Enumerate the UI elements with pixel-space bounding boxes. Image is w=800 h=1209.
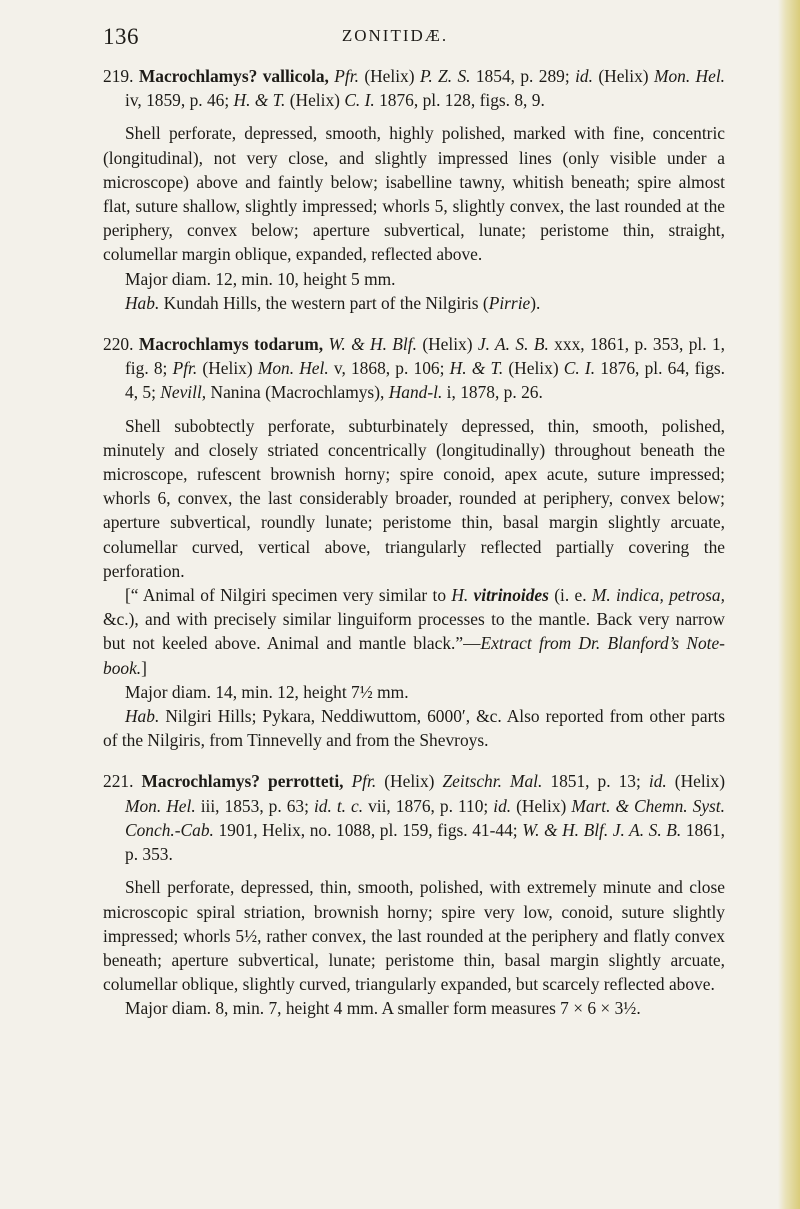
citation-text: &c.), and with precisely similar linguiform processes to the mantle. Back very narrow but not keeled above. Animal and mantle black.”— (103, 609, 725, 654)
citation-text: iii, 1853, p. 63; (195, 795, 314, 816)
citation-text: 1876, pl. 128, figs. 8, 9. (374, 90, 545, 111)
citation-italic: Mart. & Chemn. Syst. Conch.-Cab. (125, 795, 725, 840)
citation-text: (Helix) (285, 90, 345, 111)
citation-italic: J. A. S. B. (477, 334, 549, 355)
entry-220-note (103, 583, 725, 680)
entry-219-habitat (103, 291, 725, 315)
citation-text: (Helix) (511, 795, 572, 816)
citation-italic: P. Z. S. (419, 66, 471, 86)
citation-italic: Zeitschr. Mal. (442, 771, 543, 792)
genus-name: Macrochlamys? (138, 66, 258, 86)
entry-219-heading (103, 64, 725, 112)
citation-italic: C. I. (344, 90, 375, 111)
citation-italic: id. (575, 66, 593, 86)
running-head: ZONITIDÆ. (341, 26, 449, 45)
habitat-close: ). (530, 292, 541, 313)
entry-221-heading (103, 769, 725, 866)
citation-text: 1851, p. 13; (542, 771, 649, 792)
citation-italic: W. & H. Blf. J. A. S. B. (522, 819, 682, 840)
citation-italic: Hand-l. (388, 382, 443, 403)
citation-text: (Helix) (416, 334, 478, 355)
citation-italic: Mon. Hel. (257, 358, 329, 379)
page-content (103, 64, 725, 1021)
genus-name: Macrochlamys (138, 334, 249, 355)
citation-italic: Mon. Hel. (653, 66, 726, 86)
citation-italic: Nevill, (160, 382, 207, 403)
citation-text: v, 1868, p. 106; (328, 358, 450, 379)
entry-219-measurements: Major diam. 12, min. 10, height 5 mm. (125, 268, 396, 289)
citation-text: (i. e. (548, 585, 592, 606)
citation-text: Nanina (Macrochlamys), (206, 382, 389, 403)
citation-text: 1876, pl. 64, figs. 4, 5; (125, 358, 726, 403)
citation-text: 1901, Helix, no. 1088, pl. 159, figs. 41-44; (213, 819, 523, 840)
citation-text: iv, 1859, p. 46; (125, 90, 234, 111)
entry-220-description: Shell subobtectly perforate, subturbinately depressed, thin, smooth, polished, minutely and closely striated concentrically (longitudinally) throughout beneath the microscope, rufescent brownish horny; spire conoid, apex acute, suture impressed; whorls 6, convex, the last considerably broader, rounded at periphery, convex below; aperture subvertical, roundly lunate; peristome thin, basal margin slightly arcuate, columellar curved, vertical above, triangularly reflected partially covering the perforation. (103, 415, 725, 581)
citation-text: (Helix) (592, 66, 654, 86)
habitat-text: Kundah Hills, the western part of the Nilgiris ( (159, 292, 489, 313)
entry-221-measurements: Major diam. 8, min. 7, height 4 mm. A smaller form measures 7 × 6 × 3½. (125, 998, 641, 1019)
citation-text: (Helix) (666, 771, 726, 792)
citation-text: 1854, p. 289; (470, 66, 576, 86)
species-name: perrotteti, (268, 771, 344, 792)
citation-text: vii, 1876, p. 110; (363, 795, 494, 816)
citation-italic: Pfr. (172, 358, 198, 379)
citation-italic: C. I. (563, 358, 596, 379)
citation-italic: W. & H. Blf. (328, 334, 417, 355)
entry-number: 219. (103, 66, 134, 86)
citation-italic: id. (648, 771, 667, 792)
page-header (0, 24, 780, 54)
entry-number: 220. (103, 334, 134, 355)
species-name: vallicola, (262, 66, 329, 86)
citation-text: (Helix) (358, 66, 420, 86)
citation-italic: id. (493, 795, 512, 816)
habitat-label: Hab. (125, 292, 160, 313)
citation-text: (Helix) (503, 358, 564, 379)
species-italic: vitrinoides (473, 585, 549, 606)
habitat-label: Hab. (125, 706, 160, 727)
citation-italic: H. & T. (233, 90, 286, 111)
citation-italic: Pfr. (351, 771, 377, 792)
entry-221-description: Shell perforate, depressed, thin, smooth, polished, with extremely minute and close microscopic spiral striation, brownish horny; spire very low, conoid, suture slightly impressed; whorls 5½, rather convex, the last rounded at the periphery and flatly convex beneath; aperture subvertical, lunate; peristome thin, basal margin slightly arcuate, columellar oblique, slightly curved, triangularly expanded, but scarcely reflected above. (103, 877, 725, 995)
entry-219-description: Shell perforate, depressed, smooth, highly polished, marked with fine, concentric (longitudinal), not very close, and slightly impressed lines (only visible under a microscope) above and faintly below; isabelline tawny, whitish beneath; spire almost flat, suture shallow, slightly impressed; whorls 5, slightly convex, the last rounded at the periphery, convex below; aperture subvertical, lunate; peristome thin, straight, columellar margin oblique, expanded, reflected above. (103, 123, 725, 265)
citation-text: xxx, 1861, p. 353, pl. 1, fig. 8; (125, 334, 726, 379)
entry-220-habitat (103, 704, 725, 752)
page-edge (778, 0, 800, 1209)
citation-italic: Pfr. (334, 66, 359, 86)
entry-220-measurements: Major diam. 14, min. 12, height 7½ mm. (125, 681, 409, 702)
citation-italic: Mon. Hel. (125, 795, 196, 816)
genus-name: Macrochlamys? (141, 771, 260, 792)
page-number: 136 (103, 24, 139, 49)
habitat-text: Nilgiri Hills; Pykara, Neddiwuttom, 6000′, &c. Also reported from other parts of the Nilgiris, from Tinnevelly and from the Shevroys. (103, 706, 725, 751)
species-name: todarum, (254, 334, 324, 355)
citation-italic: id. t. c. (313, 795, 364, 816)
entry-number: 221. (103, 771, 134, 792)
citation-italic: Extract from Dr. Blanford’s Note-book. (103, 633, 725, 678)
citation-text: [“ Animal of Nilgiri specimen very similar to (125, 585, 452, 606)
collector-name: Pirrie (488, 292, 531, 313)
entry-220-heading (103, 332, 725, 405)
citation-text: (Helix) (197, 358, 258, 379)
citation-text: ] (141, 657, 147, 678)
citation-text: 1861, p. 353. (125, 819, 725, 865)
citation-text: i, 1878, p. 26. (442, 382, 543, 403)
citation-text: (Helix) (376, 771, 443, 792)
citation-italic: H. (451, 585, 469, 606)
citation-italic: M. indica, petrosa, (591, 585, 725, 606)
citation-italic: H. & T. (449, 358, 504, 379)
